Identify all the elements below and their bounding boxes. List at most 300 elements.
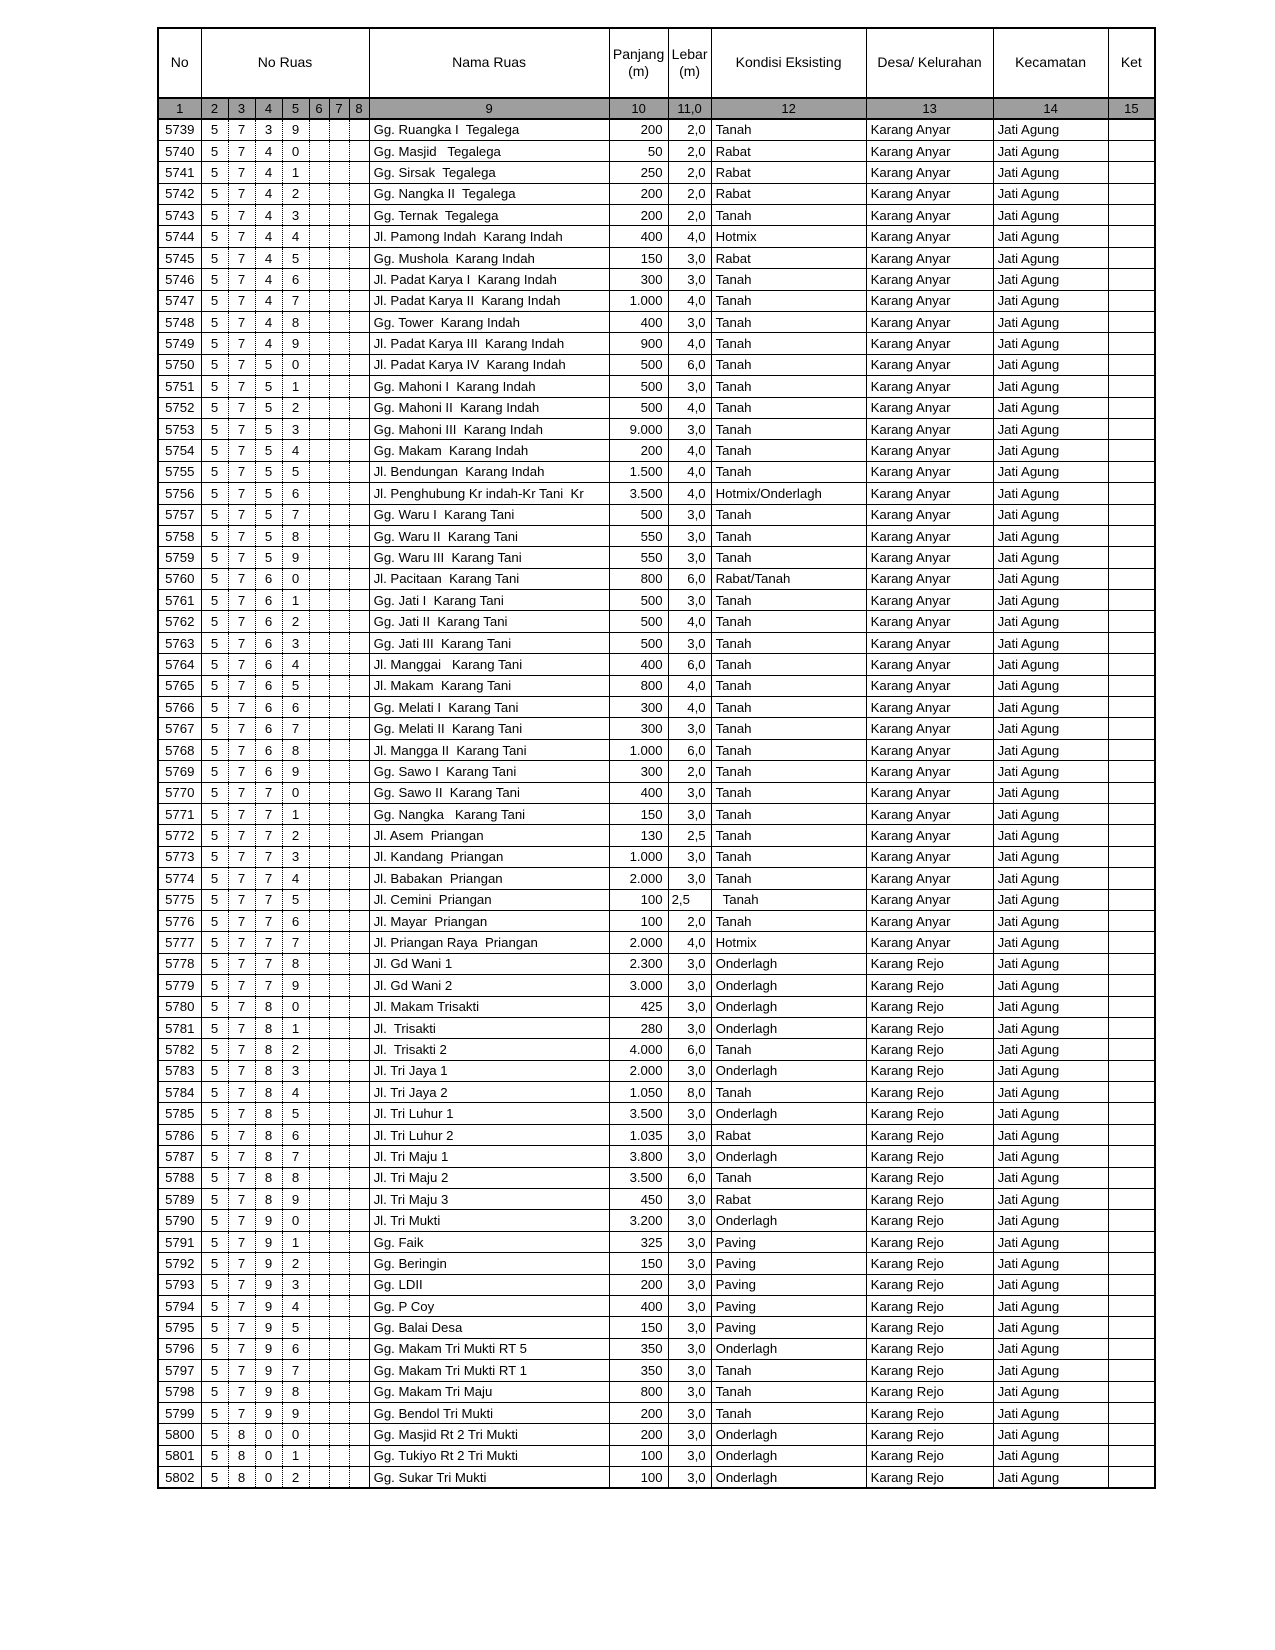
col-num-6: 6: [309, 98, 329, 119]
cell-ruas-digit-4: 5: [282, 1103, 309, 1124]
cell-lebar: 4,0: [668, 440, 711, 461]
cell-ruas-digit-7: [349, 1381, 369, 1402]
header-no: No: [158, 28, 201, 98]
cell-kondisi-eksisting: Tanah: [711, 868, 866, 889]
table-row: [158, 525, 1155, 546]
cell-ruas-digit-5: [309, 1253, 329, 1274]
cell-desa-kelurahan: Karang Anyar: [866, 183, 993, 204]
cell-ruas-digit-1: 5: [201, 1317, 228, 1338]
cell-nama-ruas: Jl. Bendungan Karang Indah: [369, 461, 609, 482]
cell-panjang: 3.500: [609, 1167, 668, 1188]
cell-ruas-digit-5: [309, 632, 329, 653]
cell-desa-kelurahan: Karang Anyar: [866, 590, 993, 611]
table-row: [158, 418, 1155, 439]
cell-kecamatan: Jati Agung: [993, 1402, 1108, 1423]
cell-panjang: 900: [609, 333, 668, 354]
cell-kondisi-eksisting: Hotmix/Onderlagh: [711, 483, 866, 504]
cell-ruas-digit-1: 5: [201, 953, 228, 974]
cell-ket: [1108, 440, 1155, 461]
cell-row-number: 5781: [158, 1017, 201, 1038]
cell-ruas-digit-1: 5: [201, 1360, 228, 1381]
cell-panjang: 500: [609, 611, 668, 632]
cell-kondisi-eksisting: Tanah: [711, 1381, 866, 1402]
cell-kondisi-eksisting: Tanah: [711, 440, 866, 461]
cell-ruas-digit-3: 8: [255, 1082, 282, 1103]
cell-nama-ruas: Jl. Tri Maju 3: [369, 1189, 609, 1210]
cell-row-number: 5753: [158, 418, 201, 439]
cell-ruas-digit-7: [349, 140, 369, 161]
cell-kondisi-eksisting: Tanah: [711, 354, 866, 375]
cell-ruas-digit-6: [329, 1424, 349, 1445]
cell-row-number: 5784: [158, 1082, 201, 1103]
cell-ruas-digit-1: 5: [201, 889, 228, 910]
cell-ruas-digit-5: [309, 1274, 329, 1295]
cell-kecamatan: Jati Agung: [993, 1338, 1108, 1359]
cell-ruas-digit-6: [329, 1167, 349, 1188]
cell-ket: [1108, 654, 1155, 675]
cell-row-number: 5756: [158, 483, 201, 504]
cell-lebar: 3,0: [668, 269, 711, 290]
cell-ket: [1108, 162, 1155, 183]
cell-kecamatan: Jati Agung: [993, 1253, 1108, 1274]
cell-lebar: 6,0: [668, 568, 711, 589]
cell-desa-kelurahan: Karang Anyar: [866, 525, 993, 546]
cell-panjang: 200: [609, 183, 668, 204]
cell-ruas-digit-1: 5: [201, 825, 228, 846]
cell-kecamatan: Jati Agung: [993, 1274, 1108, 1295]
cell-ruas-digit-5: [309, 654, 329, 675]
cell-ruas-digit-7: [349, 1210, 369, 1231]
cell-ruas-digit-1: 5: [201, 269, 228, 290]
cell-row-number: 5761: [158, 590, 201, 611]
cell-nama-ruas: Gg. Bendol Tri Mukti: [369, 1402, 609, 1423]
cell-ruas-digit-2: 8: [228, 1445, 255, 1466]
table-row: [158, 632, 1155, 653]
cell-kecamatan: Jati Agung: [993, 697, 1108, 718]
cell-ruas-digit-7: [349, 1424, 369, 1445]
cell-row-number: 5766: [158, 697, 201, 718]
cell-ruas-digit-3: 3: [255, 119, 282, 140]
cell-ruas-digit-5: [309, 1189, 329, 1210]
cell-ruas-digit-7: [349, 461, 369, 482]
cell-row-number: 5779: [158, 975, 201, 996]
cell-row-number: 5764: [158, 654, 201, 675]
cell-panjang: 200: [609, 119, 668, 140]
cell-panjang: 450: [609, 1189, 668, 1210]
cell-row-number: 5749: [158, 333, 201, 354]
cell-lebar: 6,0: [668, 1167, 711, 1188]
cell-ruas-digit-2: 7: [228, 654, 255, 675]
cell-ruas-digit-3: 7: [255, 932, 282, 953]
table-row: [158, 889, 1155, 910]
cell-lebar: 3,0: [668, 632, 711, 653]
cell-ruas-digit-2: 7: [228, 568, 255, 589]
cell-desa-kelurahan: Karang Rejo: [866, 1189, 993, 1210]
cell-panjang: 200: [609, 1274, 668, 1295]
cell-panjang: 500: [609, 590, 668, 611]
table-row: [158, 504, 1155, 525]
cell-ruas-digit-1: 5: [201, 910, 228, 931]
cell-lebar: 2,0: [668, 162, 711, 183]
cell-ruas-digit-4: 9: [282, 761, 309, 782]
cell-row-number: 5762: [158, 611, 201, 632]
cell-ruas-digit-2: 7: [228, 1338, 255, 1359]
cell-panjang: 500: [609, 397, 668, 418]
cell-ruas-digit-2: 7: [228, 162, 255, 183]
cell-desa-kelurahan: Karang Rejo: [866, 1338, 993, 1359]
cell-ruas-digit-6: [329, 1082, 349, 1103]
cell-ruas-digit-7: [349, 1231, 369, 1252]
cell-row-number: 5741: [158, 162, 201, 183]
cell-panjang: 300: [609, 718, 668, 739]
cell-panjang: 150: [609, 804, 668, 825]
cell-nama-ruas: Jl. Pamong Indah Karang Indah: [369, 226, 609, 247]
cell-ruas-digit-5: [309, 1231, 329, 1252]
cell-ruas-digit-7: [349, 654, 369, 675]
cell-kecamatan: Jati Agung: [993, 547, 1108, 568]
cell-ruas-digit-7: [349, 568, 369, 589]
cell-ruas-digit-7: [349, 440, 369, 461]
cell-kondisi-eksisting: Tanah: [711, 312, 866, 333]
cell-nama-ruas: Gg. Mahoni III Karang Indah: [369, 418, 609, 439]
cell-ruas-digit-7: [349, 697, 369, 718]
table-row: [158, 119, 1155, 140]
cell-kecamatan: Jati Agung: [993, 183, 1108, 204]
table-row: [158, 483, 1155, 504]
cell-ruas-digit-3: 5: [255, 504, 282, 525]
cell-row-number: 5767: [158, 718, 201, 739]
cell-ruas-digit-2: 7: [228, 611, 255, 632]
cell-ruas-digit-1: 5: [201, 440, 228, 461]
cell-ruas-digit-7: [349, 1274, 369, 1295]
cell-ruas-digit-4: 0: [282, 568, 309, 589]
cell-row-number: 5792: [158, 1253, 201, 1274]
cell-panjang: 1.000: [609, 290, 668, 311]
cell-panjang: 800: [609, 568, 668, 589]
cell-ruas-digit-3: 4: [255, 205, 282, 226]
cell-lebar: 3,0: [668, 1146, 711, 1167]
cell-row-number: 5743: [158, 205, 201, 226]
cell-nama-ruas: Gg. Masjid Rt 2 Tri Mukti: [369, 1424, 609, 1445]
cell-ruas-digit-1: 5: [201, 590, 228, 611]
table-row: [158, 1189, 1155, 1210]
cell-ruas-digit-3: 7: [255, 846, 282, 867]
cell-ruas-digit-3: 0: [255, 1424, 282, 1445]
cell-row-number: 5746: [158, 269, 201, 290]
cell-kecamatan: Jati Agung: [993, 889, 1108, 910]
table-row: [158, 1295, 1155, 1316]
cell-ruas-digit-1: 5: [201, 1338, 228, 1359]
cell-lebar: 3,0: [668, 1124, 711, 1145]
cell-panjang: 2.000: [609, 1060, 668, 1081]
cell-ruas-digit-7: [349, 1467, 369, 1488]
col-num-1: 1: [158, 98, 201, 119]
cell-desa-kelurahan: Karang Anyar: [866, 354, 993, 375]
cell-ket: [1108, 739, 1155, 760]
cell-ruas-digit-5: [309, 1210, 329, 1231]
cell-nama-ruas: Gg. Balai Desa: [369, 1317, 609, 1338]
cell-ruas-digit-1: 5: [201, 632, 228, 653]
cell-kondisi-eksisting: Rabat: [711, 162, 866, 183]
cell-ruas-digit-2: 7: [228, 868, 255, 889]
cell-nama-ruas: Jl. Tri Jaya 1: [369, 1060, 609, 1081]
cell-ruas-digit-1: 5: [201, 718, 228, 739]
cell-ruas-digit-4: 0: [282, 140, 309, 161]
cell-desa-kelurahan: Karang Anyar: [866, 140, 993, 161]
cell-kondisi-eksisting: Tanah: [711, 825, 866, 846]
cell-ruas-digit-6: [329, 247, 349, 268]
cell-ruas-digit-7: [349, 183, 369, 204]
cell-panjang: 3.200: [609, 1210, 668, 1231]
cell-ruas-digit-5: [309, 1445, 329, 1466]
cell-ruas-digit-1: 5: [201, 868, 228, 889]
cell-ruas-digit-5: [309, 205, 329, 226]
cell-lebar: 3,0: [668, 1402, 711, 1423]
cell-desa-kelurahan: Karang Rejo: [866, 975, 993, 996]
cell-row-number: 5796: [158, 1338, 201, 1359]
cell-ruas-digit-7: [349, 354, 369, 375]
cell-ket: [1108, 312, 1155, 333]
cell-ket: [1108, 333, 1155, 354]
cell-ruas-digit-1: 5: [201, 226, 228, 247]
cell-row-number: 5740: [158, 140, 201, 161]
cell-ruas-digit-7: [349, 525, 369, 546]
cell-ruas-digit-3: 8: [255, 996, 282, 1017]
cell-ruas-digit-5: [309, 547, 329, 568]
cell-ruas-digit-1: 5: [201, 1082, 228, 1103]
cell-ruas-digit-1: 5: [201, 312, 228, 333]
cell-ruas-digit-2: 7: [228, 932, 255, 953]
cell-lebar: 3,0: [668, 590, 711, 611]
cell-ruas-digit-1: 5: [201, 761, 228, 782]
cell-panjang: 550: [609, 525, 668, 546]
table-row: [158, 1445, 1155, 1466]
cell-panjang: 425: [609, 996, 668, 1017]
cell-nama-ruas: Jl. Mayar Priangan: [369, 910, 609, 931]
cell-desa-kelurahan: Karang Rejo: [866, 1445, 993, 1466]
cell-ruas-digit-2: 7: [228, 226, 255, 247]
cell-lebar: 3,0: [668, 1338, 711, 1359]
cell-row-number: 5752: [158, 397, 201, 418]
cell-lebar: 2,0: [668, 205, 711, 226]
cell-ruas-digit-4: 2: [282, 397, 309, 418]
cell-panjang: 150: [609, 247, 668, 268]
table-row: [158, 376, 1155, 397]
cell-kecamatan: Jati Agung: [993, 504, 1108, 525]
cell-panjang: 1.500: [609, 461, 668, 482]
cell-ruas-digit-6: [329, 1189, 349, 1210]
table-row: [158, 1060, 1155, 1081]
header-kondisi-eksisting: Kondisi Eksisting: [711, 28, 866, 98]
table-row: [158, 1231, 1155, 1252]
cell-kecamatan: Jati Agung: [993, 1295, 1108, 1316]
cell-nama-ruas: Jl. Mangga II Karang Tani: [369, 739, 609, 760]
cell-ruas-digit-2: 7: [228, 1146, 255, 1167]
cell-ruas-digit-7: [349, 162, 369, 183]
cell-kondisi-eksisting: Paving: [711, 1231, 866, 1252]
cell-ruas-digit-1: 5: [201, 1189, 228, 1210]
cell-ruas-digit-3: 4: [255, 140, 282, 161]
cell-kecamatan: Jati Agung: [993, 611, 1108, 632]
cell-ruas-digit-7: [349, 1167, 369, 1188]
cell-ruas-digit-3: 6: [255, 675, 282, 696]
cell-lebar: 3,0: [668, 504, 711, 525]
cell-desa-kelurahan: Karang Anyar: [866, 804, 993, 825]
cell-lebar: 4,0: [668, 397, 711, 418]
cell-ruas-digit-1: 5: [201, 1210, 228, 1231]
cell-desa-kelurahan: Karang Anyar: [866, 910, 993, 931]
cell-kondisi-eksisting: Onderlagh: [711, 1146, 866, 1167]
cell-ruas-digit-4: 1: [282, 162, 309, 183]
cell-ruas-digit-5: [309, 140, 329, 161]
cell-ruas-digit-2: 7: [228, 697, 255, 718]
cell-nama-ruas: Gg. Waru II Karang Tani: [369, 525, 609, 546]
cell-ruas-digit-7: [349, 718, 369, 739]
cell-ruas-digit-3: 8: [255, 1060, 282, 1081]
cell-ruas-digit-6: [329, 290, 349, 311]
cell-ruas-digit-5: [309, 1039, 329, 1060]
cell-panjang: 300: [609, 269, 668, 290]
cell-ruas-digit-2: 7: [228, 397, 255, 418]
cell-ruas-digit-4: 3: [282, 205, 309, 226]
cell-row-number: 5802: [158, 1467, 201, 1488]
cell-ruas-digit-7: [349, 846, 369, 867]
cell-ruas-digit-6: [329, 1253, 349, 1274]
cell-row-number: 5787: [158, 1146, 201, 1167]
cell-ruas-digit-7: [349, 483, 369, 504]
cell-desa-kelurahan: Karang Rejo: [866, 1381, 993, 1402]
col-num-12: 12: [711, 98, 866, 119]
cell-ruas-digit-4: 7: [282, 1360, 309, 1381]
cell-ruas-digit-5: [309, 761, 329, 782]
cell-nama-ruas: Jl. Babakan Priangan: [369, 868, 609, 889]
cell-ruas-digit-4: 8: [282, 1167, 309, 1188]
cell-ruas-digit-3: 9: [255, 1402, 282, 1423]
cell-kondisi-eksisting: Tanah: [711, 718, 866, 739]
cell-ruas-digit-2: 7: [228, 953, 255, 974]
cell-kondisi-eksisting: Rabat: [711, 1124, 866, 1145]
cell-panjang: 300: [609, 761, 668, 782]
cell-nama-ruas: Gg. Mahoni II Karang Indah: [369, 397, 609, 418]
cell-ruas-digit-4: 9: [282, 1402, 309, 1423]
cell-ruas-digit-1: 5: [201, 1467, 228, 1488]
cell-row-number: 5793: [158, 1274, 201, 1295]
cell-row-number: 5773: [158, 846, 201, 867]
cell-kondisi-eksisting: Tanah: [711, 525, 866, 546]
cell-ket: [1108, 1017, 1155, 1038]
cell-ruas-digit-5: [309, 910, 329, 931]
cell-desa-kelurahan: Karang Rejo: [866, 1082, 993, 1103]
cell-lebar: 3,0: [668, 525, 711, 546]
cell-ket: [1108, 953, 1155, 974]
cell-kondisi-eksisting: Tanah: [711, 418, 866, 439]
cell-ruas-digit-6: [329, 397, 349, 418]
table-row: [158, 910, 1155, 931]
cell-ruas-digit-1: 5: [201, 461, 228, 482]
cell-kecamatan: Jati Agung: [993, 804, 1108, 825]
table-row: [158, 1210, 1155, 1231]
col-num-10: 10: [609, 98, 668, 119]
cell-nama-ruas: Gg. Ruangka I Tegalega: [369, 119, 609, 140]
cell-ruas-digit-2: 7: [228, 547, 255, 568]
cell-kecamatan: Jati Agung: [993, 312, 1108, 333]
cell-nama-ruas: Jl. Padat Karya I Karang Indah: [369, 269, 609, 290]
col-num-15: 15: [1108, 98, 1155, 119]
cell-ruas-digit-4: 6: [282, 697, 309, 718]
cell-ruas-digit-5: [309, 889, 329, 910]
cell-nama-ruas: Jl. Tri Luhur 1: [369, 1103, 609, 1124]
cell-desa-kelurahan: Karang Rejo: [866, 1274, 993, 1295]
cell-lebar: 3,0: [668, 1210, 711, 1231]
cell-ruas-digit-7: [349, 739, 369, 760]
cell-ket: [1108, 290, 1155, 311]
cell-ruas-digit-5: [309, 397, 329, 418]
cell-ket: [1108, 568, 1155, 589]
cell-nama-ruas: Gg. Sawo I Karang Tani: [369, 761, 609, 782]
cell-ruas-digit-4: 5: [282, 247, 309, 268]
cell-kondisi-eksisting: Onderlagh: [711, 975, 866, 996]
cell-ruas-digit-4: 7: [282, 932, 309, 953]
cell-kondisi-eksisting: Tanah: [711, 269, 866, 290]
cell-lebar: 6,0: [668, 654, 711, 675]
cell-nama-ruas: Jl. Tri Luhur 2: [369, 1124, 609, 1145]
cell-ruas-digit-7: [349, 632, 369, 653]
cell-nama-ruas: Gg. Makam Tri Mukti RT 5: [369, 1338, 609, 1359]
cell-kecamatan: Jati Agung: [993, 397, 1108, 418]
cell-ket: [1108, 718, 1155, 739]
cell-nama-ruas: Jl. Penghubung Kr indah-Kr Tani Kr: [369, 483, 609, 504]
cell-ruas-digit-6: [329, 140, 349, 161]
cell-ruas-digit-5: [309, 697, 329, 718]
cell-ruas-digit-4: 6: [282, 269, 309, 290]
cell-ruas-digit-6: [329, 889, 349, 910]
cell-desa-kelurahan: Karang Anyar: [866, 547, 993, 568]
cell-panjang: 1.000: [609, 739, 668, 760]
cell-ruas-digit-4: 9: [282, 1189, 309, 1210]
cell-desa-kelurahan: Karang Rejo: [866, 996, 993, 1017]
cell-nama-ruas: Jl. Pacitaan Karang Tani: [369, 568, 609, 589]
cell-kondisi-eksisting: Tanah: [711, 910, 866, 931]
cell-ruas-digit-5: [309, 483, 329, 504]
cell-ket: [1108, 1295, 1155, 1316]
cell-ruas-digit-6: [329, 846, 349, 867]
cell-kecamatan: Jati Agung: [993, 825, 1108, 846]
cell-ruas-digit-7: [349, 1017, 369, 1038]
cell-lebar: 2,0: [668, 183, 711, 204]
cell-ruas-digit-6: [329, 868, 349, 889]
cell-desa-kelurahan: Karang Anyar: [866, 162, 993, 183]
cell-ruas-digit-3: 6: [255, 590, 282, 611]
cell-ruas-digit-1: 5: [201, 183, 228, 204]
cell-kecamatan: Jati Agung: [993, 1210, 1108, 1231]
cell-row-number: 5801: [158, 1445, 201, 1466]
cell-ruas-digit-3: 4: [255, 333, 282, 354]
cell-ruas-digit-6: [329, 825, 349, 846]
cell-ruas-digit-3: 6: [255, 632, 282, 653]
cell-ket: [1108, 1060, 1155, 1081]
cell-lebar: 3,0: [668, 1467, 711, 1488]
cell-ruas-digit-5: [309, 996, 329, 1017]
cell-ket: [1108, 1146, 1155, 1167]
cell-ruas-digit-5: [309, 739, 329, 760]
cell-ruas-digit-2: 7: [228, 312, 255, 333]
cell-ket: [1108, 1467, 1155, 1488]
cell-ruas-digit-1: 5: [201, 547, 228, 568]
cell-ruas-digit-6: [329, 205, 349, 226]
cell-lebar: 3,0: [668, 1189, 711, 1210]
cell-panjang: 550: [609, 547, 668, 568]
cell-kondisi-eksisting: Onderlagh: [711, 1424, 866, 1445]
